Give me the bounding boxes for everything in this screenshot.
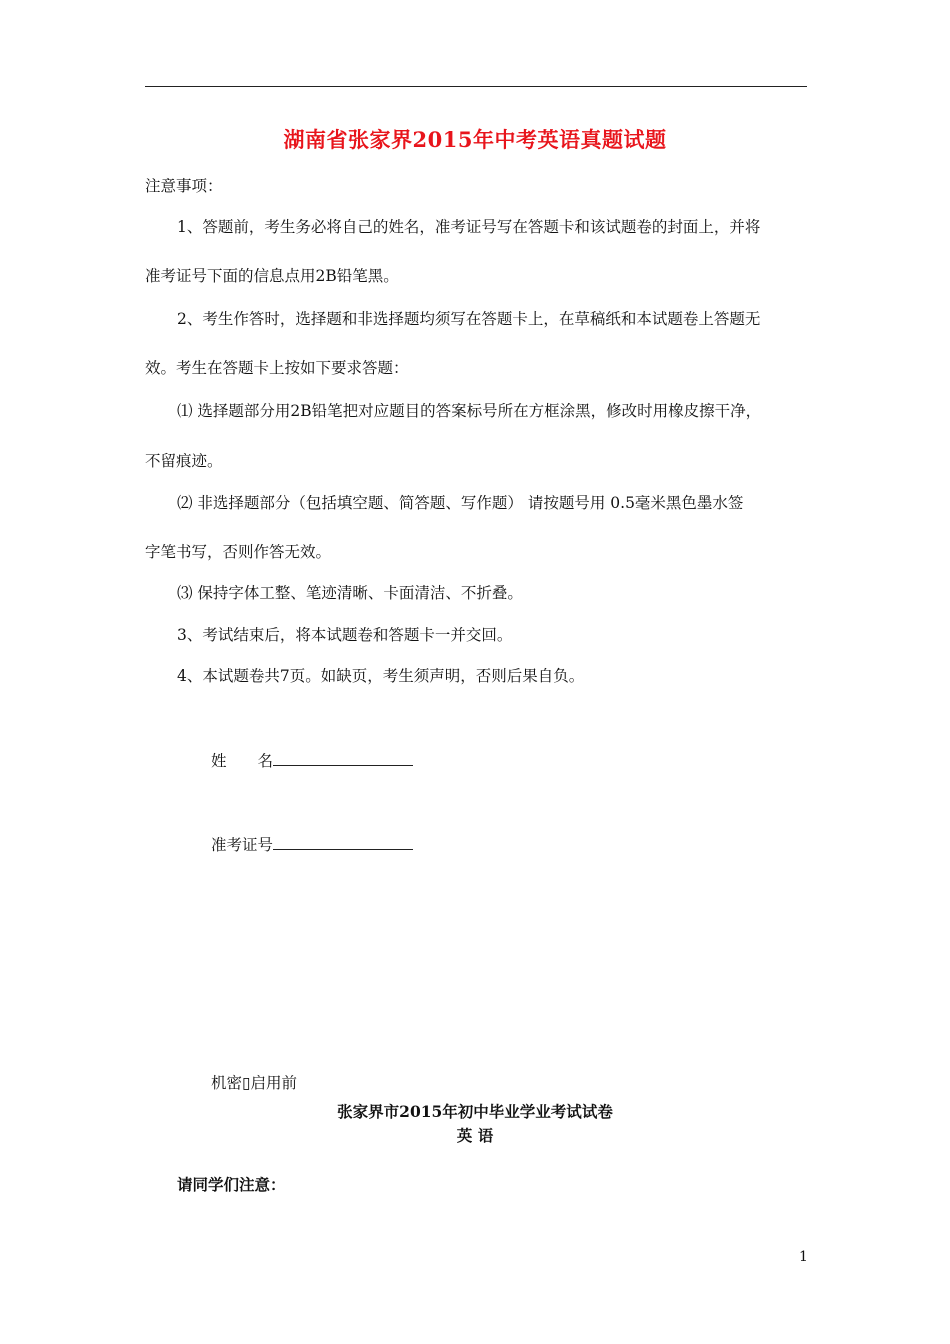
notice-heading: 注意事项： (145, 177, 223, 195)
header-rule (145, 86, 807, 87)
name-field (211, 749, 413, 771)
notice-sub-1-line-2: 不留痕迹。 (145, 452, 223, 470)
secret-mark: 机密▯启用前 (211, 1074, 298, 1092)
id-label: 准考证号 (211, 836, 274, 854)
page-number: 1 (799, 1249, 808, 1265)
name-blank[interactable] (273, 749, 413, 766)
notice-item-3: 3、考试结束后，将本试题卷和答题卡一并交回。 (177, 626, 513, 644)
notice-sub-3: ⑶ 保持字体工整、笔迹清晰、卡面清洁、不折叠。 (177, 584, 523, 602)
document-title: 湖南省张家界2015年中考英语真题试题 (283, 127, 667, 152)
notice-sub-2-line-2: 字笔书写，否则作答无效。 (145, 543, 332, 561)
notice-item-1-line-2: 准考证号下面的信息点用2B铅笔黑。 (145, 267, 399, 285)
id-blank[interactable] (273, 833, 413, 850)
notice-item-2-line-1: 2、考生作答时，选择题和非选择题均须写在答题卡上，在草稿纸和本试题卷上答题无 (177, 310, 761, 328)
attention-heading: 请同学们注意： (177, 1175, 286, 1194)
exam-subject: 英 语 (456, 1126, 494, 1145)
notice-sub-1-line-1: ⑴ 选择题部分用2B铅笔把对应题目的答案标号所在方框涂黑，修改时用橡皮擦干净， (177, 402, 762, 420)
id-field (211, 833, 413, 855)
notice-sub-2-line-1: ⑵ 非选择题部分（包括填空题、简答题、写作题） 请按题号用 0.5毫米黑色墨水签 (177, 494, 744, 512)
notice-item-1-line-1: 1、答题前，考生务必将自己的姓名，准考证号写在答题卡和该试题卷的封面上，并将 (177, 218, 761, 236)
exam-title: 张家界市2015年初中毕业学业考试试卷 (337, 1102, 613, 1121)
notice-item-2-line-2: 效。考生在答题卡上按如下要求答题： (145, 359, 409, 377)
name-label: 姓 名 (211, 752, 274, 770)
notice-item-4: 4、本试题卷共7页。如缺页，考生须声明，否则后果自负。 (177, 667, 585, 685)
